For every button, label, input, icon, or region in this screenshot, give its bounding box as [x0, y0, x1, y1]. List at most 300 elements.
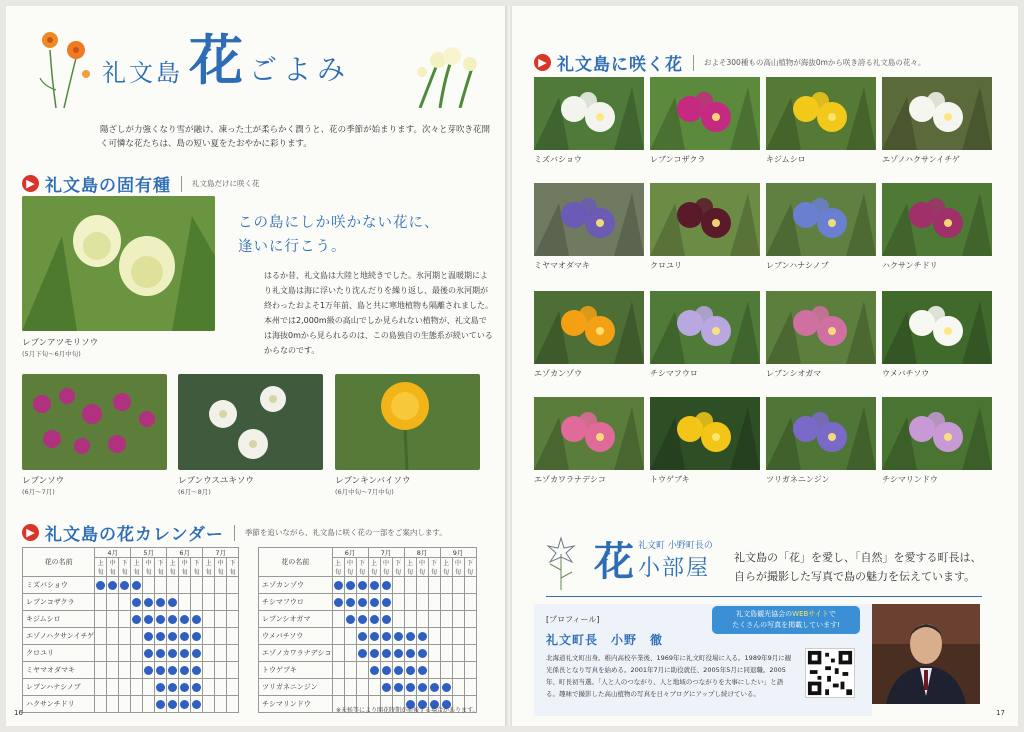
calendar-cell: [107, 577, 119, 594]
photo-rebun-kinbaisou: [335, 374, 480, 470]
calendar-row: [23, 645, 239, 662]
flower-photo: [650, 291, 760, 364]
calendar-cell: [107, 662, 119, 679]
calendar-cell: [356, 577, 368, 594]
calendar-month-header: 7月: [368, 548, 404, 558]
calendar-period-header: 下旬: [191, 558, 203, 577]
calendar-cell: [203, 611, 215, 628]
bloom-dot: [406, 683, 415, 692]
calendar-period-header: 上旬: [404, 558, 416, 577]
bloom-dot: [370, 666, 379, 675]
calendar-cell: [332, 611, 344, 628]
calendar-cell: [179, 594, 191, 611]
bloom-dot: [168, 666, 177, 675]
calendar-cell: [143, 679, 155, 696]
calendar-row: [259, 662, 477, 679]
calendar-cell: [380, 679, 392, 696]
flower-photo: [766, 397, 876, 470]
bloom-dot: [132, 615, 141, 624]
calendar-cell: [344, 577, 356, 594]
calendar-period-header: 上旬: [440, 558, 452, 577]
calendar-row: [23, 662, 239, 679]
calendar-subtitle: 季節を追いながら、礼文島に咲く花の一部をご案内します。: [244, 528, 447, 537]
calendar-cell: [464, 645, 476, 662]
left-page: [6, 6, 506, 726]
flower-name: ウメバチソウ: [882, 369, 930, 378]
calendar-cell: [416, 577, 428, 594]
bloom-dot: [168, 700, 177, 709]
flower-name: クロユリ: [650, 261, 682, 270]
calendar-flower-name: レブンコザクラ: [23, 594, 95, 611]
calendar-cell: [464, 662, 476, 679]
bloom-dot: [418, 632, 427, 641]
calendar-cell: [215, 628, 227, 645]
calendar-cell: [380, 628, 392, 645]
calendar-cell: [143, 594, 155, 611]
calendar-cell: [416, 645, 428, 662]
profile-text: 北海道礼文町出身。稚内高校卒業後、1969年に礼文町役場に入る。1989年9月に観光係長となり写真を始める。2001年7月に助役就任、2005年5月に同退職。2005年、町長初当選。「人と人のつながり、人と地域のつながりを大事にしたい」と語る。趣味で撮影した高山植物の写真を日々ブログにアップし続けている。: [546, 654, 792, 698]
callout-text-2: で: [828, 610, 836, 618]
calendar-cell: [392, 611, 404, 628]
calendar-cell: [155, 662, 167, 679]
calendar-cell: [380, 645, 392, 662]
calendar-cell: [332, 662, 344, 679]
flower-photo: [534, 397, 644, 470]
calendar-cell: [191, 645, 203, 662]
callout-text-1: 礼文島観光協会の: [736, 610, 793, 618]
flower-photo: [882, 397, 992, 470]
calendar-cell: [440, 594, 452, 611]
calendar-cell: [119, 577, 131, 594]
calendar-row: [23, 577, 239, 594]
callout-text-3: たくさんの写真を掲載しています!: [732, 621, 840, 629]
calendar-name-header: 花の名前: [259, 548, 333, 577]
flower-name: エゾカンゾウ: [534, 369, 582, 378]
calendar-cell: [380, 594, 392, 611]
calendar-cell: [428, 645, 440, 662]
calendar-name-header: 花の名前: [23, 548, 95, 577]
calendar-cell: [179, 611, 191, 628]
calendar-cell: [464, 577, 476, 594]
calendar-cell: [452, 611, 464, 628]
calendar-cell: [368, 628, 380, 645]
website-link[interactable]: WEBサイト: [792, 610, 829, 618]
calendar-period-header: 中旬: [416, 558, 428, 577]
bloom-dot: [382, 649, 391, 658]
photo-rebun-usuyukisou: [178, 374, 323, 470]
main-photo-period: (5月下旬〜6月中旬): [22, 350, 81, 358]
bloom-dot: [406, 666, 415, 675]
calendar-period-header: 上旬: [368, 558, 380, 577]
bloom-dot: [406, 649, 415, 658]
calendar-cell: [368, 611, 380, 628]
mayor-photo: [872, 604, 980, 704]
calendar-cell: [404, 645, 416, 662]
flower-illustration-left: [30, 20, 100, 112]
calendar-cell: [119, 628, 131, 645]
calendar-cell: [179, 662, 191, 679]
calendar-cell: [107, 645, 119, 662]
calendar-row: [259, 628, 477, 645]
calendar-cell: [119, 611, 131, 628]
photo-rebunsou: [22, 374, 167, 470]
calendar-cell: [179, 628, 191, 645]
flower-photo: [882, 77, 992, 150]
flower-photo: [650, 183, 760, 256]
calendar-cell: [392, 594, 404, 611]
calendar-cell: [440, 628, 452, 645]
bloom-dot: [180, 666, 189, 675]
calendar-cell: [464, 594, 476, 611]
bloom-dot: [180, 649, 189, 658]
calendar-cell: [428, 577, 440, 594]
calendar-flower-name: チシマフウロ: [259, 594, 333, 611]
calendar-cell: [452, 662, 464, 679]
calendar-flower-name: ハクサンチドリ: [23, 696, 95, 713]
calendar-cell: [440, 611, 452, 628]
flower-name: ハクサンチドリ: [882, 261, 938, 270]
flower-name: エゾノハクサンイチゲ: [882, 155, 960, 164]
calendar-cell: [380, 662, 392, 679]
calendar-cell: [155, 696, 167, 713]
bloom-dot: [430, 683, 439, 692]
calendar-cell: [95, 594, 107, 611]
heya-title-stack: [638, 538, 713, 582]
calendar-cell: [203, 594, 215, 611]
calendar-cell: [428, 594, 440, 611]
calendar-period-header: 上旬: [167, 558, 179, 577]
bloom-dot: [168, 683, 177, 692]
calendar-row: [23, 594, 239, 611]
flower-calendar-table-2: [258, 547, 477, 713]
endemic-body: はるか昔、礼文島は大陸と地続きでした。氷河期と温暖期により礼文島は海に浮いたり沈んだりを繰り返し、最後の氷河期が終わったおよそ1万年前、島と共に寒地植物も隔離されました。本州では2,000m級の高山でしか見られない植物が、礼文島では海抜0mから見られるのは、この島独自の生態系が続いているからなのです。: [264, 271, 494, 355]
calendar-cell: [416, 679, 428, 696]
calendar-flower-name: クロユリ: [23, 645, 95, 662]
calendar-cell: [356, 662, 368, 679]
bloom-dot: [96, 581, 105, 590]
calendar-cell: [227, 577, 239, 594]
bloom-dot: [180, 683, 189, 692]
calendar-cell: [380, 611, 392, 628]
calendar-cell: [107, 679, 119, 696]
calendar-cell: [215, 594, 227, 611]
calendar-cell: [155, 611, 167, 628]
calendar-flower-name: ウメバチソウ: [259, 628, 333, 645]
photo-caption-3: [335, 474, 410, 496]
calendar-cell: [131, 628, 143, 645]
bloom-dot: [370, 615, 379, 624]
calendar-cell: [368, 679, 380, 696]
calendar-month-header: 9月: [440, 548, 476, 558]
calendar-title: 礼文島の花カレンダー: [45, 525, 224, 545]
bloom-dot: [192, 700, 201, 709]
calendar-cell: [344, 645, 356, 662]
flower-name: ツリガネニンジン: [766, 475, 830, 484]
calendar-cell: [428, 611, 440, 628]
calendar-flower-name: エゾノカワラナデシコ: [259, 645, 333, 662]
bloom-dot: [334, 598, 343, 607]
calendar-cell: [215, 577, 227, 594]
calendar-period-header: 下旬: [227, 558, 239, 577]
photo-name: レブンウスユキソウ: [178, 476, 254, 486]
calendar-period-header: 上旬: [332, 558, 344, 577]
divider: [181, 176, 182, 192]
page-number-right: 17: [996, 709, 1005, 717]
calendar-cell: [119, 696, 131, 713]
calendar-month-header: 8月: [404, 548, 440, 558]
bloom-dot: [382, 632, 391, 641]
calendar-flower-name: レブンシオガマ: [259, 611, 333, 628]
calendar-period-header: 中旬: [179, 558, 191, 577]
endemic-subtitle: 礼文島だけに咲く花: [192, 179, 260, 188]
bloom-dot: [156, 683, 165, 692]
bloom-dot: [394, 666, 403, 675]
flower-name: レブンハナシノブ: [766, 261, 829, 270]
calendar-cell: [416, 662, 428, 679]
bloom-dot: [346, 598, 355, 607]
calendar-cell: [404, 594, 416, 611]
bloom-dot: [358, 598, 367, 607]
calendar-period-header: 中旬: [107, 558, 119, 577]
calendar-cell: [95, 662, 107, 679]
calendar-cell: [440, 645, 452, 662]
calendar-cell: [167, 645, 179, 662]
calendar-cell: [119, 645, 131, 662]
calendar-cell: [344, 628, 356, 645]
flower-name: レブンシオガマ: [766, 369, 822, 378]
arrow-icon: ▶: [22, 524, 39, 541]
bloom-dot: [180, 632, 189, 641]
bloom-dot: [156, 615, 165, 624]
calendar-cell: [167, 577, 179, 594]
qr-code-icon[interactable]: [805, 648, 855, 698]
calendar-cell: [143, 645, 155, 662]
bloom-dot: [442, 683, 451, 692]
heya-lead: [734, 548, 982, 586]
bloom-dot: [382, 666, 391, 675]
bloom-dot: [358, 632, 367, 641]
calendar-cell: [344, 594, 356, 611]
calendar-cell: [143, 696, 155, 713]
calendar-cell: [119, 662, 131, 679]
calendar-period-header: 中旬: [143, 558, 155, 577]
calendar-cell: [215, 645, 227, 662]
calendar-cell: [440, 662, 452, 679]
calendar-cell: [404, 679, 416, 696]
bloom-dot: [156, 632, 165, 641]
calendar-cell: [368, 645, 380, 662]
calendar-cell: [203, 645, 215, 662]
bloom-dot: [156, 700, 165, 709]
calendar-period-header: 下旬: [392, 558, 404, 577]
calendar-flower-name: ミヤマオダマキ: [23, 662, 95, 679]
calendar-cell: [191, 662, 203, 679]
flower-photo: [650, 397, 760, 470]
calendar-cell: [227, 645, 239, 662]
flower-illustration-right: [410, 42, 484, 108]
bloom-dot: [168, 632, 177, 641]
calendar-cell: [215, 662, 227, 679]
calendar-flower-name: チシマリンドウ: [259, 696, 333, 713]
calendar-cell: [191, 679, 203, 696]
bloom-dot: [120, 581, 129, 590]
calendar-flower-name: エゾカンゾウ: [259, 577, 333, 594]
calendar-cell: [344, 611, 356, 628]
calendar-cell: [368, 577, 380, 594]
calendar-note: ※天候等により開花時期が前後する場合があります。: [336, 707, 479, 714]
flower-name: チシマフウロ: [650, 369, 698, 378]
calendar-cell: [167, 611, 179, 628]
calendar-cell: [167, 628, 179, 645]
flowers-title: 礼文島に咲く花: [557, 55, 683, 75]
page-number-left: 16: [14, 709, 23, 717]
photo-period: (6月中旬〜7月中旬): [335, 488, 394, 496]
calendar-cell: [392, 577, 404, 594]
calendar-cell: [356, 611, 368, 628]
calendar-cell: [155, 679, 167, 696]
calendar-month-header: 6月: [332, 548, 368, 558]
calendar-cell: [143, 577, 155, 594]
calendar-cell: [131, 645, 143, 662]
calendar-cell: [404, 577, 416, 594]
calendar-cell: [179, 679, 191, 696]
calendar-cell: [131, 594, 143, 611]
bloom-dot: [192, 615, 201, 624]
calendar-cell: [332, 679, 344, 696]
flower-name: キジムシロ: [766, 155, 806, 164]
bloom-dot: [156, 649, 165, 658]
bloom-dot: [168, 649, 177, 658]
calendar-period-header: 中旬: [215, 558, 227, 577]
calendar-cell: [440, 679, 452, 696]
calendar-cell: [215, 611, 227, 628]
calendar-cell: [167, 662, 179, 679]
title-part-b: ごよみ: [249, 53, 352, 86]
calendar-cell: [143, 662, 155, 679]
calendar-period-header: 下旬: [155, 558, 167, 577]
calendar-cell: [368, 662, 380, 679]
bloom-dot: [132, 598, 141, 607]
calendar-cell: [143, 611, 155, 628]
bloom-dot: [382, 615, 391, 624]
calendar-cell: [227, 628, 239, 645]
calendar-cell: [95, 679, 107, 696]
bloom-dot: [358, 615, 367, 624]
calendar-cell: [191, 577, 203, 594]
flowers-subtitle: およそ300種もの高山植物が海抜0mから咲き誇る礼文島の花々。: [704, 58, 926, 67]
flower-name: ミズバショウ: [534, 155, 582, 164]
bloom-dot: [382, 581, 391, 590]
bloom-dot: [144, 598, 153, 607]
calendar-cell: [155, 628, 167, 645]
calendar-flower-name: ツリガネニンジン: [259, 679, 333, 696]
calendar-row: [259, 645, 477, 662]
heya-lead-line-2: 自らが撮影した写真で島の魅力を伝えています。: [734, 570, 976, 583]
bloom-dot: [180, 700, 189, 709]
calendar-cell: [131, 577, 143, 594]
bloom-dot: [370, 649, 379, 658]
heya-title: [594, 538, 713, 585]
photo-caption-2: [178, 474, 254, 496]
bloom-dot: [418, 683, 427, 692]
endemic-title: 礼文島の固有種: [45, 176, 171, 196]
bloom-dot: [108, 581, 117, 590]
calendar-period-header: 上旬: [203, 558, 215, 577]
calendar-period-header: 中旬: [380, 558, 392, 577]
calendar-cell: [155, 577, 167, 594]
main-photo-name: レブンアツモリソウ: [22, 338, 99, 348]
bloom-dot: [156, 598, 165, 607]
calendar-cell: [392, 662, 404, 679]
endemic-heading: [22, 171, 260, 196]
divider: [546, 596, 982, 597]
bloom-dot: [334, 581, 343, 590]
title-part-a: 礼文島: [102, 59, 183, 87]
calendar-period-header: 中旬: [344, 558, 356, 577]
calendar-cell: [227, 594, 239, 611]
calendar-cell: [452, 628, 464, 645]
calendar-cell: [119, 679, 131, 696]
website-callout[interactable]: [712, 606, 860, 634]
flower-photo: [534, 183, 644, 256]
calendar-cell: [191, 611, 203, 628]
calendar-cell: [131, 662, 143, 679]
calendar-cell: [416, 594, 428, 611]
bloom-dot: [394, 649, 403, 658]
calendar-row: [259, 611, 477, 628]
flower-photo: [766, 183, 876, 256]
calendar-cell: [131, 679, 143, 696]
flower-photo: [534, 291, 644, 364]
calendar-period-header: 上旬: [131, 558, 143, 577]
calendar-cell: [356, 645, 368, 662]
calendar-row: [23, 696, 239, 713]
calendar-cell: [95, 611, 107, 628]
calendar-cell: [464, 611, 476, 628]
heya-lead-line-1: 礼文島の「花」を愛し、「自然」を愛する町長は、: [734, 551, 982, 564]
bloom-dot: [144, 632, 153, 641]
bloom-dot: [394, 632, 403, 641]
calendar-cell: [191, 594, 203, 611]
calendar-cell: [380, 577, 392, 594]
calendar-cell: [203, 628, 215, 645]
calendar-row: [259, 577, 477, 594]
calendar-flower-name: トウゲブキ: [259, 662, 333, 679]
photo-name: レブンソウ: [22, 476, 65, 486]
profile-name: 礼文町長 小野 徹: [546, 633, 664, 647]
calendar-cell: [416, 628, 428, 645]
bloom-dot: [144, 649, 153, 658]
calendar-month-header: 7月: [203, 548, 239, 558]
calendar-cell: [452, 679, 464, 696]
arrow-icon: ▶: [22, 175, 39, 192]
calendar-cell: [227, 696, 239, 713]
calendar-cell: [227, 679, 239, 696]
flower-photo: [766, 77, 876, 150]
calendar-cell: [167, 696, 179, 713]
calendar-cell: [332, 628, 344, 645]
calendar-cell: [344, 679, 356, 696]
calendar-cell: [179, 577, 191, 594]
flower-name: エゾカワラナデシコ: [534, 475, 606, 484]
calendar-period-header: 下旬: [464, 558, 476, 577]
calendar-flower-name: キジムシロ: [23, 611, 95, 628]
calendar-cell: [440, 577, 452, 594]
calendar-cell: [356, 628, 368, 645]
calendar-cell: [215, 679, 227, 696]
endemic-catchphrase: [238, 211, 440, 259]
calendar-cell: [404, 611, 416, 628]
